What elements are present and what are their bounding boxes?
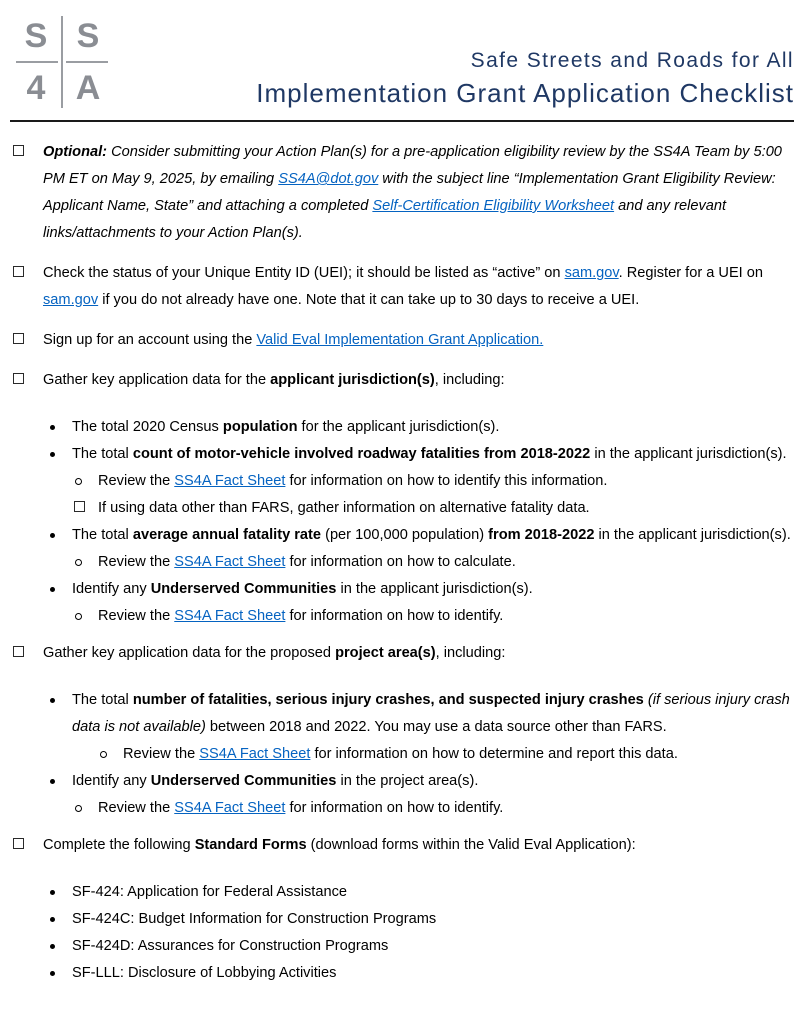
spacer <box>10 677 794 687</box>
list-item-fatality-rate <box>10 522 794 549</box>
underserved-project-text-2: in the project area(s). <box>336 773 479 789</box>
checkbox-icon[interactable] <box>13 333 24 344</box>
underserved-applicant-bold-1: Underserved Communities <box>150 581 337 597</box>
uei-text-2: . Register for a UEI on <box>618 265 764 281</box>
spacer <box>10 630 794 640</box>
checklist-item-fars-alternative[interactable] <box>10 495 794 522</box>
population-text-2: for the applicant jurisdiction(s). <box>297 419 500 435</box>
list-item-form <box>10 906 794 933</box>
signup-text-1: Sign up for an account using the <box>43 332 257 348</box>
applicant-header-text <box>43 372 505 388</box>
bullet-icon <box>50 425 55 430</box>
fatality-rate-bold-1: average annual fatality rate <box>132 527 322 543</box>
uei-text-1: Check the status of your Unique Entity ID (UEI); it should be listed as “active” on <box>43 265 565 281</box>
list-item-fatality-count <box>10 441 794 468</box>
review-underserved-applicant-text-2: for information on how to identify. <box>285 608 504 624</box>
underserved-project-text <box>72 773 478 789</box>
list-item-review-fact-sheet-underserved-project <box>10 795 794 822</box>
optional-item-text <box>43 144 782 241</box>
review-rate-text-2: for information on how to calculate. <box>285 554 516 570</box>
checklist-item-project-area[interactable] <box>10 640 794 667</box>
checkbox-icon[interactable] <box>13 373 24 384</box>
crash-italic-1: (if serious injury crash data is not available) <box>72 692 790 735</box>
spacer <box>10 822 794 832</box>
project-bold-1: project area(s) <box>335 645 436 661</box>
checklist-item-applicant-jurisdiction[interactable] <box>10 367 794 394</box>
spacer <box>10 869 794 879</box>
review-underserved-project-text-2: for information on how to identify. <box>285 800 504 816</box>
fatality-rate-text-2: (per 100,000 population) <box>321 527 489 543</box>
review-crashes-text-2: for information on how to determine and report this data. <box>310 746 678 762</box>
optional-text-1: Consider submitting your Action Plan(s) for a pre-application eligibility review by the SS4A Team by 5:00 PM ET on May 9, 2025, by emailing <box>43 144 782 187</box>
list-item-review-fact-sheet-underserved-applicant <box>10 603 794 630</box>
uei-item-text <box>43 265 763 308</box>
forms-bold-1: Standard Forms <box>194 837 307 853</box>
list-item-underserved-applicant <box>10 576 794 603</box>
email-link-ss4a[interactable]: SS4A@dot.gov <box>278 171 379 187</box>
crash-counts-text <box>72 692 790 735</box>
checkbox-icon[interactable] <box>13 145 24 156</box>
hollow-bullet-icon <box>75 478 82 485</box>
crash-text-2: between 2018 and 2022. You may use a data source other than FARS. <box>205 719 667 735</box>
spacer <box>10 404 794 414</box>
hollow-bullet-icon <box>100 751 107 758</box>
population-text-1: The total 2020 Census <box>72 419 223 435</box>
page-title <box>256 46 794 110</box>
logo-divider-horizontal-right <box>66 61 108 63</box>
link-samgov-2[interactable]: sam.gov <box>43 292 99 308</box>
logo-divider-vertical <box>61 16 63 108</box>
optional-text-2: with the subject line “Implementation Grant Eligibility Review: Applicant Name, State” and attaching a completed <box>43 171 776 214</box>
review-underserved-project-text <box>98 800 503 816</box>
checklist-item-signup[interactable] <box>10 327 794 354</box>
review-count-text-2: for information on how to identify this information. <box>285 473 608 489</box>
population-bold-1: population <box>222 419 298 435</box>
review-rate-text-1: Review the <box>98 554 175 570</box>
underserved-project-text-1: Identify any <box>72 773 151 789</box>
checklist-content <box>0 122 804 987</box>
fatality-rate-bold-2: from 2018-2022 <box>488 527 595 543</box>
bullet-icon <box>50 890 55 895</box>
link-ss4a-fact-sheet-1[interactable]: SS4A Fact Sheet <box>174 473 286 489</box>
applicant-bold-1: applicant jurisdiction(s) <box>270 372 435 388</box>
link-ss4a-fact-sheet-3[interactable]: SS4A Fact Sheet <box>174 608 286 624</box>
checkbox-icon[interactable] <box>13 646 24 657</box>
review-rate-text <box>98 554 516 570</box>
signup-item-text <box>43 332 543 348</box>
fatality-rate-text <box>72 527 791 543</box>
project-header-text <box>43 645 505 661</box>
hollow-bullet-icon <box>75 613 82 620</box>
hollow-bullet-icon <box>75 805 82 812</box>
hollow-bullet-icon <box>75 559 82 566</box>
forms-text-1: Complete the following <box>43 837 195 853</box>
fatality-count-bold-1: count of motor-vehicle involved roadway fatalities from 2018-2022 <box>132 446 591 462</box>
review-crashes-text-1: Review the <box>123 746 200 762</box>
fars-note-text: If using data other than FARS, gather information on alternative fatality data. <box>98 500 590 516</box>
checkbox-icon[interactable] <box>13 838 24 849</box>
list-item-underserved-project <box>10 768 794 795</box>
logo-letter-s1: S <box>24 17 48 55</box>
header-divider <box>10 120 794 122</box>
forms-text-2: (download forms within the Valid Eval Application): <box>306 837 636 853</box>
checklist-item-optional[interactable] <box>10 139 794 247</box>
project-text-2: , including: <box>435 645 506 661</box>
underserved-project-bold-1: Underserved Communities <box>150 773 337 789</box>
underserved-applicant-text <box>72 581 533 597</box>
list-item-form <box>10 933 794 960</box>
list-item-review-fact-sheet-rate <box>10 549 794 576</box>
optional-label: Optional: <box>43 144 108 160</box>
link-samgov-1[interactable]: sam.gov <box>564 265 619 281</box>
form-label: SF-424C: Budget Information for Construction Programs <box>72 911 437 927</box>
page-title-line2: Implementation Grant Application Checklist <box>256 78 794 108</box>
fatality-count-text <box>72 446 787 462</box>
bullet-icon <box>50 587 55 592</box>
applicant-text-1: Gather key application data for the <box>43 372 271 388</box>
checkbox-icon[interactable] <box>13 266 24 277</box>
uei-text-3: if you do not already have one. Note that it can take up to 30 days to receive a UEI. <box>98 292 640 308</box>
form-label: SF-LLL: Disclosure of Lobbying Activities <box>72 965 337 981</box>
checkbox-icon[interactable] <box>74 501 85 512</box>
fatality-rate-text-3: in the applicant jurisdiction(s). <box>594 527 791 543</box>
checklist-item-uei[interactable] <box>10 260 794 314</box>
link-ss4a-fact-sheet-2[interactable]: SS4A Fact Sheet <box>174 554 286 570</box>
review-count-text-1: Review the <box>98 473 175 489</box>
logo-divider-horizontal-left <box>16 61 58 63</box>
logo-letter-s2: S <box>76 17 100 55</box>
optional-text-3: and any relevant links/attachments to your Action Plan(s). <box>43 198 727 241</box>
bullet-icon <box>50 944 55 949</box>
link-valid-eval-application[interactable]: Valid Eval Implementation Grant Application. <box>256 332 544 348</box>
page-header <box>0 0 804 122</box>
bullet-icon <box>50 971 55 976</box>
page-title-line1: Safe Streets and Roads for All <box>470 49 794 72</box>
fatality-count-text-1: The total <box>72 446 133 462</box>
project-text-1: Gather key application data for the proposed <box>43 645 336 661</box>
list-item-form <box>10 960 794 987</box>
list-item-form <box>10 879 794 906</box>
review-crashes-text <box>123 746 678 762</box>
review-underserved-applicant-text <box>98 608 503 624</box>
link-self-certification-worksheet[interactable]: Self-Certification Eligibility Worksheet <box>372 198 615 214</box>
link-ss4a-fact-sheet-4[interactable]: SS4A Fact Sheet <box>199 746 311 762</box>
form-label: SF-424D: Assurances for Construction Programs <box>72 938 389 954</box>
underserved-applicant-text-2: in the applicant jurisdiction(s). <box>336 581 533 597</box>
link-ss4a-fact-sheet-5[interactable]: SS4A Fact Sheet <box>174 800 286 816</box>
fatality-count-text-2: in the applicant jurisdiction(s). <box>590 446 787 462</box>
review-underserved-applicant-text-1: Review the <box>98 608 175 624</box>
review-count-text <box>98 473 607 489</box>
forms-header-text <box>43 837 636 853</box>
population-text <box>72 419 499 435</box>
list-item-population <box>10 414 794 441</box>
applicant-text-2: , including: <box>434 372 505 388</box>
bullet-icon <box>50 779 55 784</box>
logo-letter-4: 4 <box>26 69 46 107</box>
ss4a-logo <box>14 14 110 110</box>
underserved-applicant-text-1: Identify any <box>72 581 151 597</box>
list-item-review-fact-sheet-crashes <box>10 741 794 768</box>
logo-letter-a: A <box>75 69 101 107</box>
list-item-review-fact-sheet-count <box>10 468 794 495</box>
bullet-icon <box>50 452 55 457</box>
crash-text-1: The total <box>72 692 133 708</box>
crash-bold-1: number of fatalities, serious injury crashes, and suspected injury crashes <box>132 692 644 708</box>
bullet-icon <box>50 533 55 538</box>
bullet-icon <box>50 917 55 922</box>
bullet-icon <box>50 698 55 703</box>
fatality-rate-text-1: The total <box>72 527 133 543</box>
form-label: SF-424: Application for Federal Assistance <box>72 884 347 900</box>
review-underserved-project-text-1: Review the <box>98 800 175 816</box>
checklist-item-standard-forms[interactable] <box>10 832 794 859</box>
list-item-crash-counts <box>10 687 794 741</box>
